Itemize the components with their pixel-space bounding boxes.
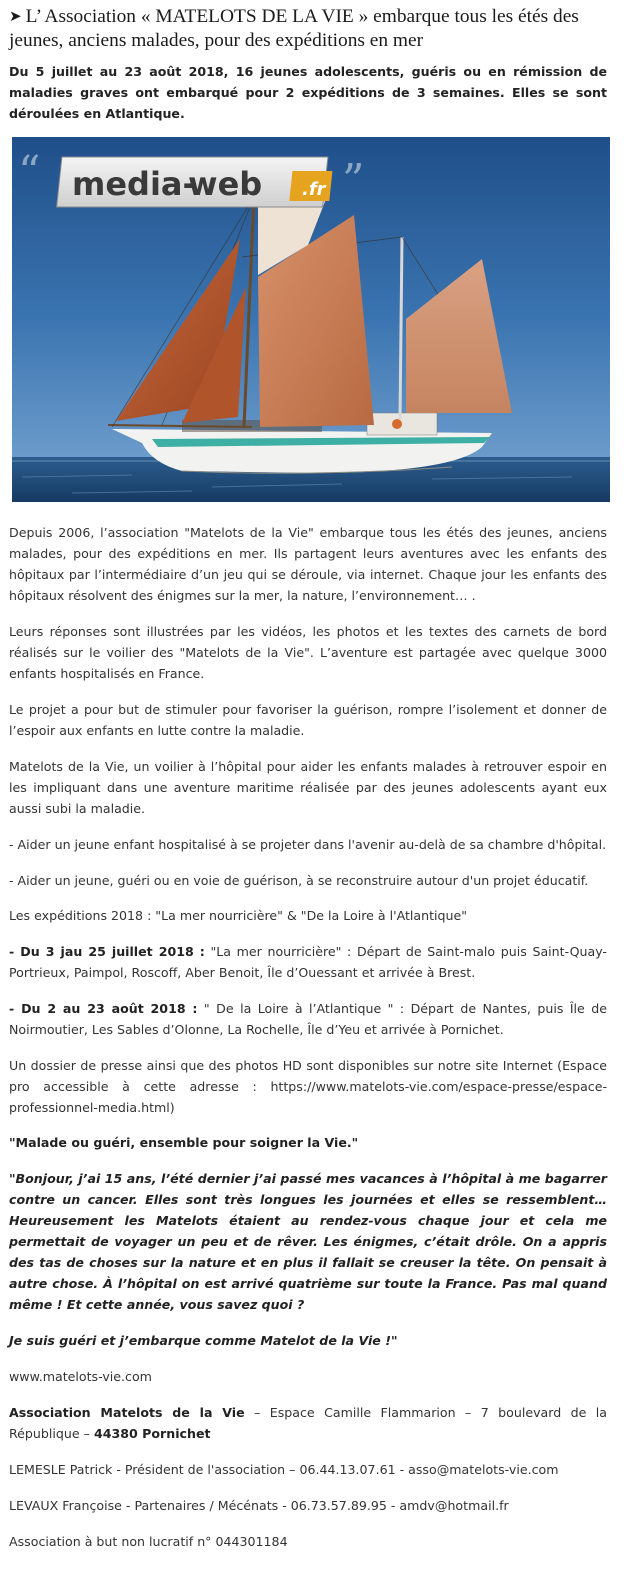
testimony-end: Je suis guéri et j’embarque comme Matelot de la Vie !" — [9, 1333, 398, 1348]
address-name: Association Matelots de la Vie — [9, 1405, 245, 1420]
title-text: L’ Association « MATELOTS DE LA VIE » embarque tous les étés des jeunes, anciens malades, pour des expéditions en mer — [9, 6, 579, 51]
sailboat-illustration — [12, 137, 610, 502]
expedition-1-dates: Du 3 jau 25 juillet 2018 : — [20, 944, 205, 959]
logo-word-web: web — [188, 165, 263, 203]
expedition-1-dash: - — [9, 944, 21, 959]
sailboat-photo — [12, 137, 610, 502]
press-kit: Un dossier de presse ainsi que des photos HD sont disponibles sur notre site Internet (Espace pro accessible à cette adresse : https://www.matelots-vie.com/espace-presse/espace-professionnel-media.html) — [9, 1058, 607, 1115]
expeditions-intro: Les expéditions 2018 : "La mer nourricière" & "De la Loire à l'Atlantique" — [9, 908, 468, 923]
quote-close-icon: ” — [342, 155, 365, 206]
paragraph-hospital: Matelots de la Vie, un voilier à l’hôpital pour aider les enfants malades à retrouver espoir en les impliquant dans une aventure maritime réalisée par des jeunes adolescents ayant eux aussi subi la maladie. — [9, 759, 607, 816]
address-street: – Espace Camille Flammarion – 7 boulevard de la République – — [9, 1405, 607, 1441]
arrow-bullet-icon: ➤ — [9, 9, 22, 25]
article-lead: Du 5 juillet au 23 août 2018, 16 jeunes adolescents, guéris ou en rémission de maladies graves ont embarqué pour 2 expéditions de 3 semaines. Elles se sont déroulées en Atlantique. — [9, 64, 607, 121]
motto: "Malade ou guéri, ensemble pour soigner la Vie." — [9, 1135, 359, 1150]
expedition-1 — [9, 941, 607, 983]
article-title — [9, 5, 621, 52]
logo-word-media: media- — [72, 165, 196, 203]
contact-president: LEMESLE Patrick - Président de l'association – 06.44.13.07.61 - asso@matelots-vie.com — [9, 1462, 559, 1477]
bullet-youth: - Aider un jeune, guéri ou en voie de guérison, à se reconstruire autour d'un projet éducatif. — [9, 873, 589, 888]
logo-tld: .fr — [302, 179, 326, 200]
expedition-2-dash: - — [9, 1001, 22, 1016]
website-link[interactable]: www.matelots-vie.com — [9, 1369, 152, 1384]
expedition-2-dates: Du 2 au 23 août 2018 : — [21, 1001, 198, 1016]
contact-partners: LEVAUX Françoise - Partenaires / Mécénats - 06.73.57.89.95 - amdv@hotmail.fr — [9, 1498, 509, 1513]
expedition-1-text: "La mer nourricière" : Départ de Saint-malo puis Saint-Quay-Portrieux, Paimpol, Roscoff, Aber Benoit, Île d’Ouessant et arrivée à Brest. — [9, 944, 607, 980]
expedition-2-text: " De la Loire à l’Atlantique " : Départ de Nantes, puis Île de Noirmoutier, Les Sables d’Olonne, La Rochelle, Île d’Yeu et arrivée à Pornichet. — [9, 1001, 607, 1037]
paragraph-intro: Depuis 2006, l’association "Matelots de la Vie" embarque tous les étés des jeunes, anciens malades, pour des expéditions en mer. Ils partagent leurs aventures avec les enfants des hôpitaux par l’intermédiaire d’un jeu qui se déroule, via internet. Chaque jour les enfants des hôpitaux résolvent des énigmes sur la mer, la nature, l’environnement… . — [9, 525, 607, 603]
expedition-2 — [9, 998, 607, 1040]
address — [9, 1402, 607, 1444]
bullet-child: - Aider un jeune enfant hospitalisé à se projeter dans l'avenir au-delà de sa chambre d'hôpital. — [9, 837, 607, 852]
testimony: "Bonjour, j’ai 15 ans, l’été dernier j’ai passé mes vacances à l’hôpital à me bagarrer contre un cancer. Elles sont très longues les journées et elles se ressemblent… Heureusement les Matelots étaient au rendez-vous chaque jour et cela me permettait de voyager un peu et de rêver. Les énigmes, c’était drôle. On a appris des tas de choses sur la nature et en plus il fallait se creuser la tête. On pensait à autre chose. À l’hôpital on est arrivé quatrième sur toute la France. Pas mal quand même ! Et cette année, vous savez quoi ? — [9, 1171, 607, 1312]
paragraph-answers: Leurs réponses sont illustrées par les vidéos, les photos et les textes des carnets de bord réalisés sur le voilier des "Matelots de la Vie". L’aventure est partagée avec quelque 3000 enfants hospitalisés en France. — [9, 624, 607, 681]
mizzen-mast — [400, 237, 402, 419]
paragraph-project: Le projet a pour but de stimuler pour favoriser la guérison, rompre l’isolement et donner de l’espoir aux enfants en lutte contre la maladie. — [9, 702, 607, 738]
address-city: 44380 Pornichet — [93, 1426, 211, 1441]
quote-open-icon: “ — [18, 147, 41, 198]
nonprofit-number: Association à but non lucratif n° 044301184 — [9, 1534, 288, 1549]
